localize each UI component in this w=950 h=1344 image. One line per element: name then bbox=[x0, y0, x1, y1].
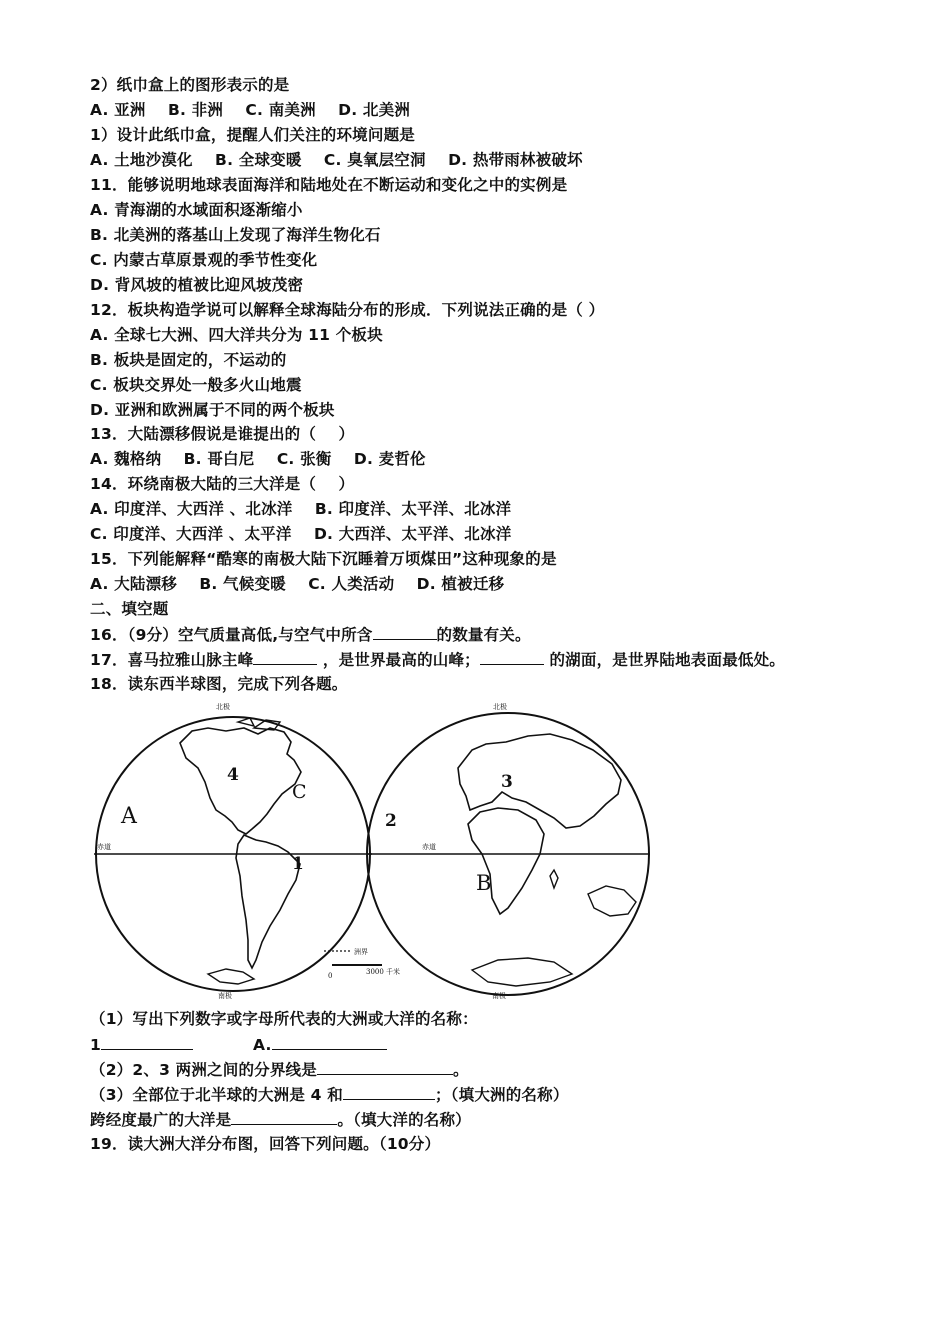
madagascar-outline bbox=[550, 870, 558, 888]
scale-label: 3000 千米 bbox=[366, 968, 401, 976]
q18-part3-text-post: ；（填大洲的名称） bbox=[434, 1086, 569, 1104]
q18-part2-blank[interactable] bbox=[317, 1059, 453, 1075]
q10-sub1-options: A. 土地沙漠化 B. 全球变暖 C. 臭氧层空洞 D. 热带雨林被破坏 bbox=[90, 151, 583, 169]
antarctica-east-outline bbox=[472, 958, 572, 986]
q16-text-post: 的数量有关。 bbox=[436, 626, 531, 644]
q15-stem: 15．下列能解释“酷寒的南极大陆下沉睡着万顷煤田”这种现象的是 bbox=[90, 550, 557, 568]
q16-text-pre: 16．（9分）空气质量高低,与空气中所含 bbox=[90, 626, 373, 644]
q13-options: A. 魏格纳 B. 哥白尼 C. 张衡 D. 麦哲伦 bbox=[90, 450, 426, 468]
south-america-outline bbox=[236, 835, 300, 968]
q15-options: A. 大陆漂移 B. 气候变暖 C. 人类活动 D. 植被迁移 bbox=[90, 575, 505, 593]
west-north-pole-label: 北极 bbox=[216, 703, 230, 711]
q18-stem: 18．读东西半球图，完成下列各题。 bbox=[90, 675, 348, 693]
section-heading: 二、填空题 bbox=[90, 600, 169, 618]
west-south-pole-label: 南极 bbox=[218, 992, 232, 1000]
west-equator-label: 赤道 bbox=[97, 843, 111, 851]
q18-part3-text-pre: （3）全部位于北半球的大洲是 4 和 bbox=[90, 1086, 343, 1104]
q18-part4-text-pre: 跨经度最广的大洋是 bbox=[90, 1111, 232, 1129]
q11-stem: 11．能够说明地球表面海洋和陆地处在不断运动和变化之中的实例是 bbox=[90, 176, 568, 194]
africa-outline bbox=[468, 808, 544, 914]
q18-part3-blank[interactable] bbox=[343, 1084, 435, 1100]
q13-stem: 13．大陆漂移假说是谁提出的（ ） bbox=[90, 425, 355, 443]
q14-stem: 14．环绕南极大陆的三大洋是（ ） bbox=[90, 475, 355, 493]
q17-text-pre: 17．喜马拉雅山脉主峰 bbox=[90, 651, 254, 669]
map-label-A: A bbox=[121, 804, 137, 829]
legend-boundary-label: 洲界 bbox=[354, 948, 368, 956]
q11-option-a: A. 青海湖的水域面积逐渐缩小 bbox=[90, 201, 303, 219]
antarctica-west-outline bbox=[208, 969, 254, 984]
q18-part2-line bbox=[90, 1059, 469, 1080]
q17-text-post: 的湖面，是世界陆地表面最低处。 bbox=[543, 651, 785, 669]
map-label-1: 1 bbox=[292, 854, 304, 874]
scale-zero-label: 0 bbox=[328, 972, 333, 980]
q18-part4-blank[interactable] bbox=[231, 1109, 337, 1125]
q12-option-d: D. 亚洲和欧洲属于不同的两个板块 bbox=[90, 401, 335, 419]
q18-part1-stem: （1）写出下列数字或字母所代表的大洲或大洋的名称： bbox=[90, 1010, 478, 1028]
map-label-B: B bbox=[476, 871, 492, 895]
q18-part1-blank-a[interactable] bbox=[272, 1034, 387, 1050]
australia-outline bbox=[588, 886, 636, 916]
q18-part1-answers bbox=[90, 1034, 387, 1055]
q12-option-b: B. 板块是固定的，不运动的 bbox=[90, 351, 287, 369]
map-label-4: 4 bbox=[227, 765, 239, 785]
q18-part2-text-post: 。 bbox=[452, 1061, 469, 1079]
map-label-3: 3 bbox=[501, 772, 513, 792]
q14-options-cd: C. 印度洋、大西洋 、太平洋 D. 大西洋、太平洋、北冰洋 bbox=[90, 525, 512, 543]
eurasia-outline bbox=[458, 734, 621, 828]
q11-option-b: B. 北美洲的落基山上发现了海洋生物化石 bbox=[90, 226, 381, 244]
q10-sub1-stem: 1）设计此纸巾盒，提醒人们关注的环境问题是 bbox=[90, 126, 415, 144]
q17-text-mid: ，是世界最高的山峰； bbox=[317, 651, 480, 669]
north-america-outline bbox=[180, 728, 301, 834]
q17-blank-2[interactable] bbox=[480, 649, 544, 665]
q12-option-c: C. 板块交界处一般多火山地震 bbox=[90, 376, 302, 394]
q18-part1-label-1: 1 bbox=[90, 1036, 101, 1054]
east-hemisphere bbox=[367, 702, 649, 1000]
map-label-C: C bbox=[292, 781, 307, 803]
q10-sub2-options: A. 亚洲 B. 非洲 C. 南美洲 D. 北美洲 bbox=[90, 101, 411, 119]
q19-stem: 19．读大洲大洋分布图，回答下列问题。（10分） bbox=[90, 1135, 441, 1153]
q18-part3-line bbox=[90, 1084, 569, 1105]
hemisphere-map bbox=[88, 698, 658, 1003]
q14-options-ab: A. 印度洋、大西洋 、北冰洋 B. 印度洋、太平洋、北冰洋 bbox=[90, 500, 512, 518]
east-north-pole-label: 北极 bbox=[493, 703, 507, 711]
q18-part1-blank-1[interactable] bbox=[101, 1034, 193, 1050]
q16-blank[interactable] bbox=[373, 624, 437, 640]
q11-option-c: C. 内蒙古草原景观的季节性变化 bbox=[90, 251, 318, 269]
q18-part4-text-post: 。（填大洋的名称） bbox=[337, 1111, 471, 1129]
east-equator-label: 赤道 bbox=[422, 843, 436, 851]
q17-blank-1[interactable] bbox=[253, 649, 317, 665]
q16-line bbox=[90, 624, 531, 645]
q10-sub2-stem: 2）纸巾盒上的图形表示的是 bbox=[90, 76, 290, 94]
west-hemisphere bbox=[94, 702, 400, 1000]
east-south-pole-label: 南极 bbox=[492, 992, 506, 1000]
q12-stem: 12．板块构造学说可以解释全球海陆分布的形成．下列说法正确的是（ ） bbox=[90, 301, 605, 319]
q17-line bbox=[90, 649, 785, 670]
map-label-2: 2 bbox=[385, 811, 397, 831]
q11-option-d: D. 背风坡的植被比迎风坡茂密 bbox=[90, 276, 304, 294]
q18-part2-text-pre: （2）2、3 两洲之间的分界线是 bbox=[90, 1061, 317, 1079]
q12-option-a: A. 全球七大洲、四大洋共分为 11 个板块 bbox=[90, 326, 383, 344]
q18-part1-label-a: A. bbox=[253, 1036, 272, 1054]
q18-part4-line bbox=[90, 1109, 471, 1130]
